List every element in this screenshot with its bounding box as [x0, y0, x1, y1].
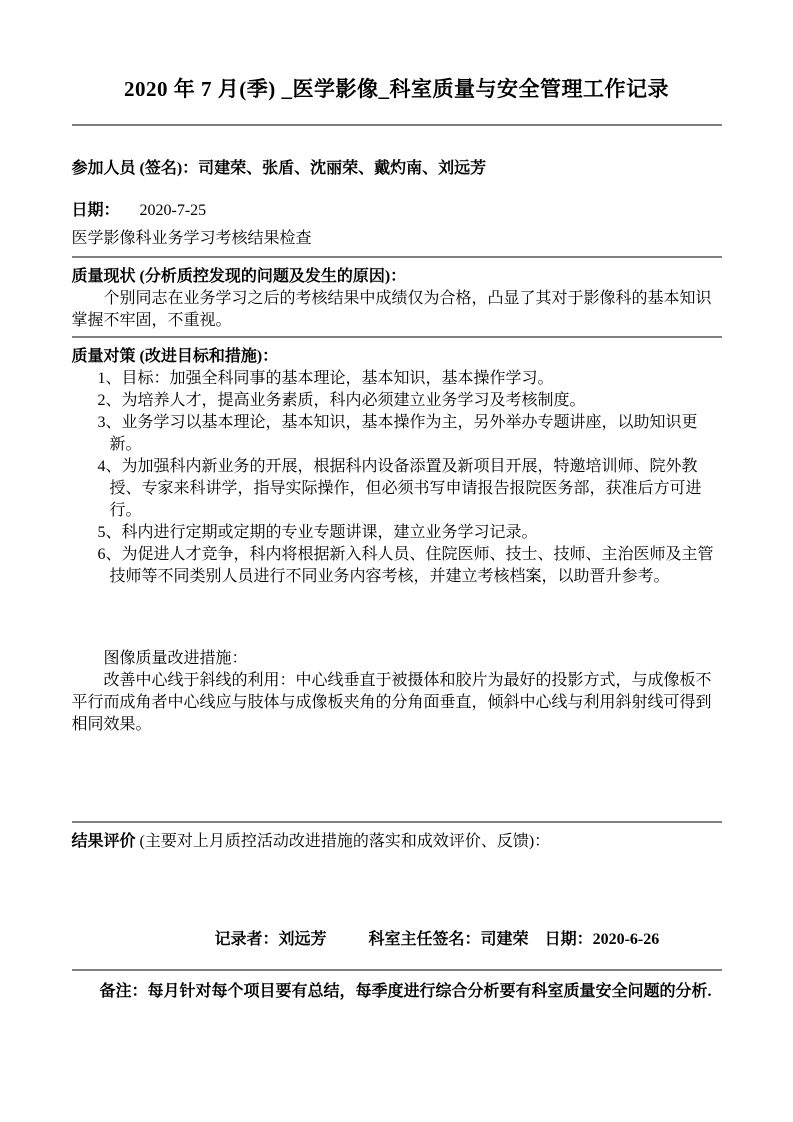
date-value: 2020-7-25	[139, 202, 207, 219]
countermeasure-item: 1、目标：加强全科同事的基本理论，基本知识，基本操作学习。	[97, 370, 554, 387]
image-quality-heading: 图像质量改进措施：	[103, 650, 248, 667]
remark-text: 每月针对每个项目要有总结，每季度进行综合分析要有科室质量安全问题的分析.	[147, 983, 712, 1000]
countermeasure-item: 6、为促进人才竞争，科内将根据新入科人员、住院医师、技士、技师、主治医师及主管技师等不同类别人员进行不同业务内容考核，并建立考核档案，以助晋升参考。	[97, 546, 714, 585]
signature-line	[72, 929, 722, 951]
countermeasure-item: 4、为加强科内新业务的开展，根据科内设备添置及新项目开展，特邀培训师、院外教授、专家来科讲学，指导实际操作，但必须书写申请报告报院医务部，获准后方可进行。	[97, 458, 702, 519]
recorder-name: 刘远芳	[278, 931, 327, 948]
status-body: 个别同志在业务学习之后的考核结果中成绩仅为合格，凸显了其对于影像科的基本知识掌握不牢固，不重视。	[71, 290, 712, 329]
document-content	[72, 0, 722, 1003]
signature-date-label: 日期：	[544, 931, 593, 948]
countermeasure-item: 3、业务学习以基本理论，基本知识，基本操作为主，另外举办专题讲座，以助知识更新。	[97, 414, 698, 453]
director-name: 司建荣	[480, 931, 529, 948]
participants-names: 司建荣、张盾、沈丽荣、戴灼南、刘远芳	[198, 160, 487, 177]
countermeasures-heading: 质量对策 (改进目标和措施)：	[71, 348, 279, 365]
evaluation-heading-desc: (主要对上月质控活动改进措施的落实和成效评价、反馈)：	[135, 833, 551, 850]
evaluation-divider	[72, 821, 722, 823]
countermeasures-divider	[72, 336, 722, 338]
status-heading: 质量现状 (分析质控发现的问题及发生的原因)：	[71, 268, 407, 285]
countermeasure-item: 5、科内进行定期或定期的专业专题讲课，建立业务学习记录。	[97, 524, 538, 541]
participants-label: 参加人员 (签名)：	[71, 160, 199, 177]
participants-line	[72, 158, 722, 180]
status-section-divider	[72, 256, 722, 258]
remark-label: 备注：	[99, 983, 148, 1000]
countermeasure-item: 2、为培养人才，提高业务素质，科内必须建立业务学习及考核制度。	[97, 392, 586, 409]
director-label: 科室主任签名：	[368, 931, 481, 948]
evaluation-heading-label: 结果评价	[71, 833, 136, 850]
subject-line: 医学影像科业务学习考核结果检查	[71, 230, 312, 247]
evaluation-heading	[72, 831, 722, 853]
countermeasures-list	[72, 368, 722, 588]
recorder-label: 记录者：	[214, 931, 279, 948]
title-divider	[72, 124, 722, 126]
date-line	[72, 200, 722, 222]
signature-date-value: 2020-6-26	[592, 931, 660, 948]
document-title: 2020 年 7 月(季) _医学影像_科室质量与安全管理工作记录	[124, 77, 669, 101]
date-label: 日期：	[71, 202, 120, 219]
remark-divider	[72, 969, 722, 971]
remark-line	[72, 981, 722, 1003]
image-quality-body: 改善中心线于斜线的利用：中心线垂直于被摄体和胶片为最好的投影方式，与成像板不平行而成角者中心线应与肢体与成像板夹角的分角面垂直，倾斜中心线与利用斜射线可得到相同效果。	[71, 672, 712, 733]
